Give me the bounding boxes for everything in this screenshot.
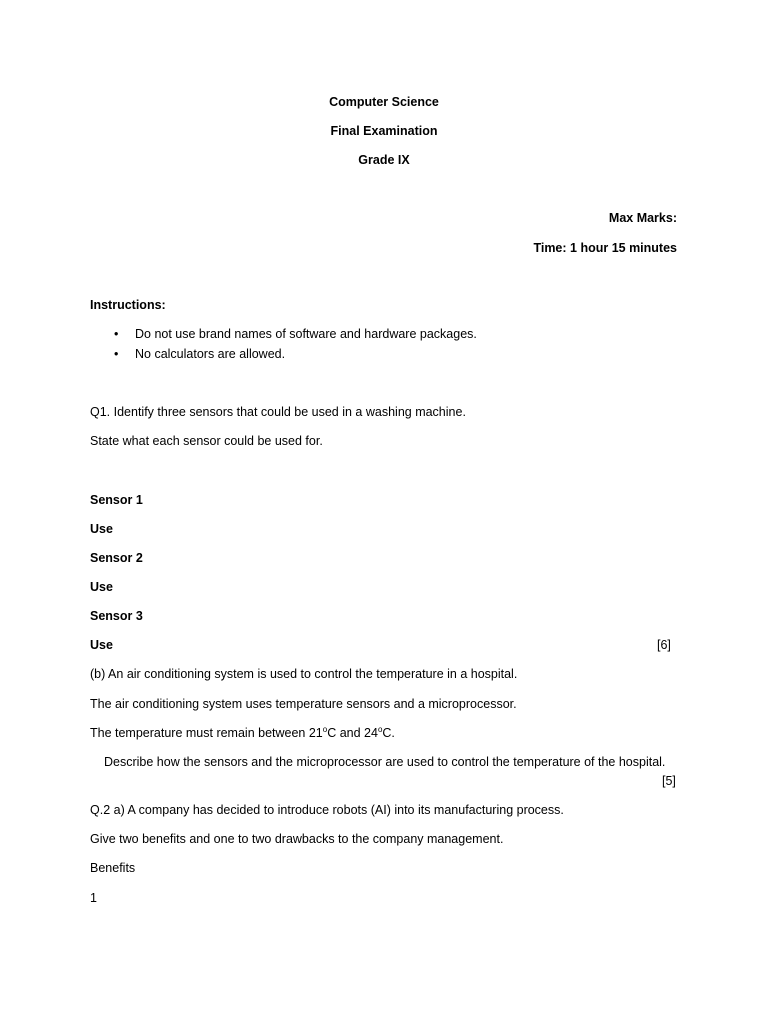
instructions-heading: Instructions: xyxy=(90,298,166,312)
q1b-line-3-part-b: C and 24 xyxy=(327,726,378,740)
use-3-label: Use xyxy=(90,638,113,652)
q1b-line-3-part-c: C. xyxy=(382,726,395,740)
sensor-2-label: Sensor 2 xyxy=(90,551,143,565)
sensor-1-label: Sensor 1 xyxy=(90,493,143,507)
use-2-label: Use xyxy=(90,580,113,594)
q1b-line-3-part-a: The temperature must remain between 21 xyxy=(90,726,323,740)
q1b-line-3 xyxy=(90,725,395,741)
degree-sign: o xyxy=(322,724,328,734)
use-1-label: Use xyxy=(90,522,113,536)
bullet-icon: • xyxy=(114,327,119,341)
grade-title: Grade IX xyxy=(358,153,410,167)
instruction-item: No calculators are allowed. xyxy=(135,347,286,361)
q1b-line-1: (b) An air conditioning system is used to control the temperature in a hospital. xyxy=(90,667,518,681)
q1b-line-4: Describe how the sensors and the microprocessor are used to control the temperature of the hospital. xyxy=(104,755,666,769)
instruction-item: Do not use brand names of software and hardware packages. xyxy=(135,327,477,341)
time-allowed: Time: 1 hour 15 minutes xyxy=(533,241,677,255)
sensor-3-label: Sensor 3 xyxy=(90,609,143,623)
bullet-icon: • xyxy=(114,347,119,361)
benefit-number: 1 xyxy=(90,891,97,905)
max-marks: Max Marks: xyxy=(608,211,677,225)
q1b-line-2: The air conditioning system uses temperature sensors and a microprocessor. xyxy=(90,697,517,711)
q1-marks: [6] xyxy=(657,638,671,652)
q1-subquestion: State what each sensor could be used for. xyxy=(90,434,323,448)
q2-subquestion: Give two benefits and one to two drawbacks to the company management. xyxy=(90,832,504,846)
q1b-marks: [5] xyxy=(662,774,676,788)
q1-question: Q1. Identify three sensors that could be used in a washing machine. xyxy=(90,405,466,419)
q2-question: Q.2 a) A company has decided to introduce robots (AI) into its manufacturing process. xyxy=(90,803,564,817)
subject-title: Computer Science xyxy=(329,95,439,109)
degree-sign: o xyxy=(377,724,383,734)
benefits-label: Benefits xyxy=(90,861,136,875)
exam-title: Final Examination xyxy=(330,124,438,138)
